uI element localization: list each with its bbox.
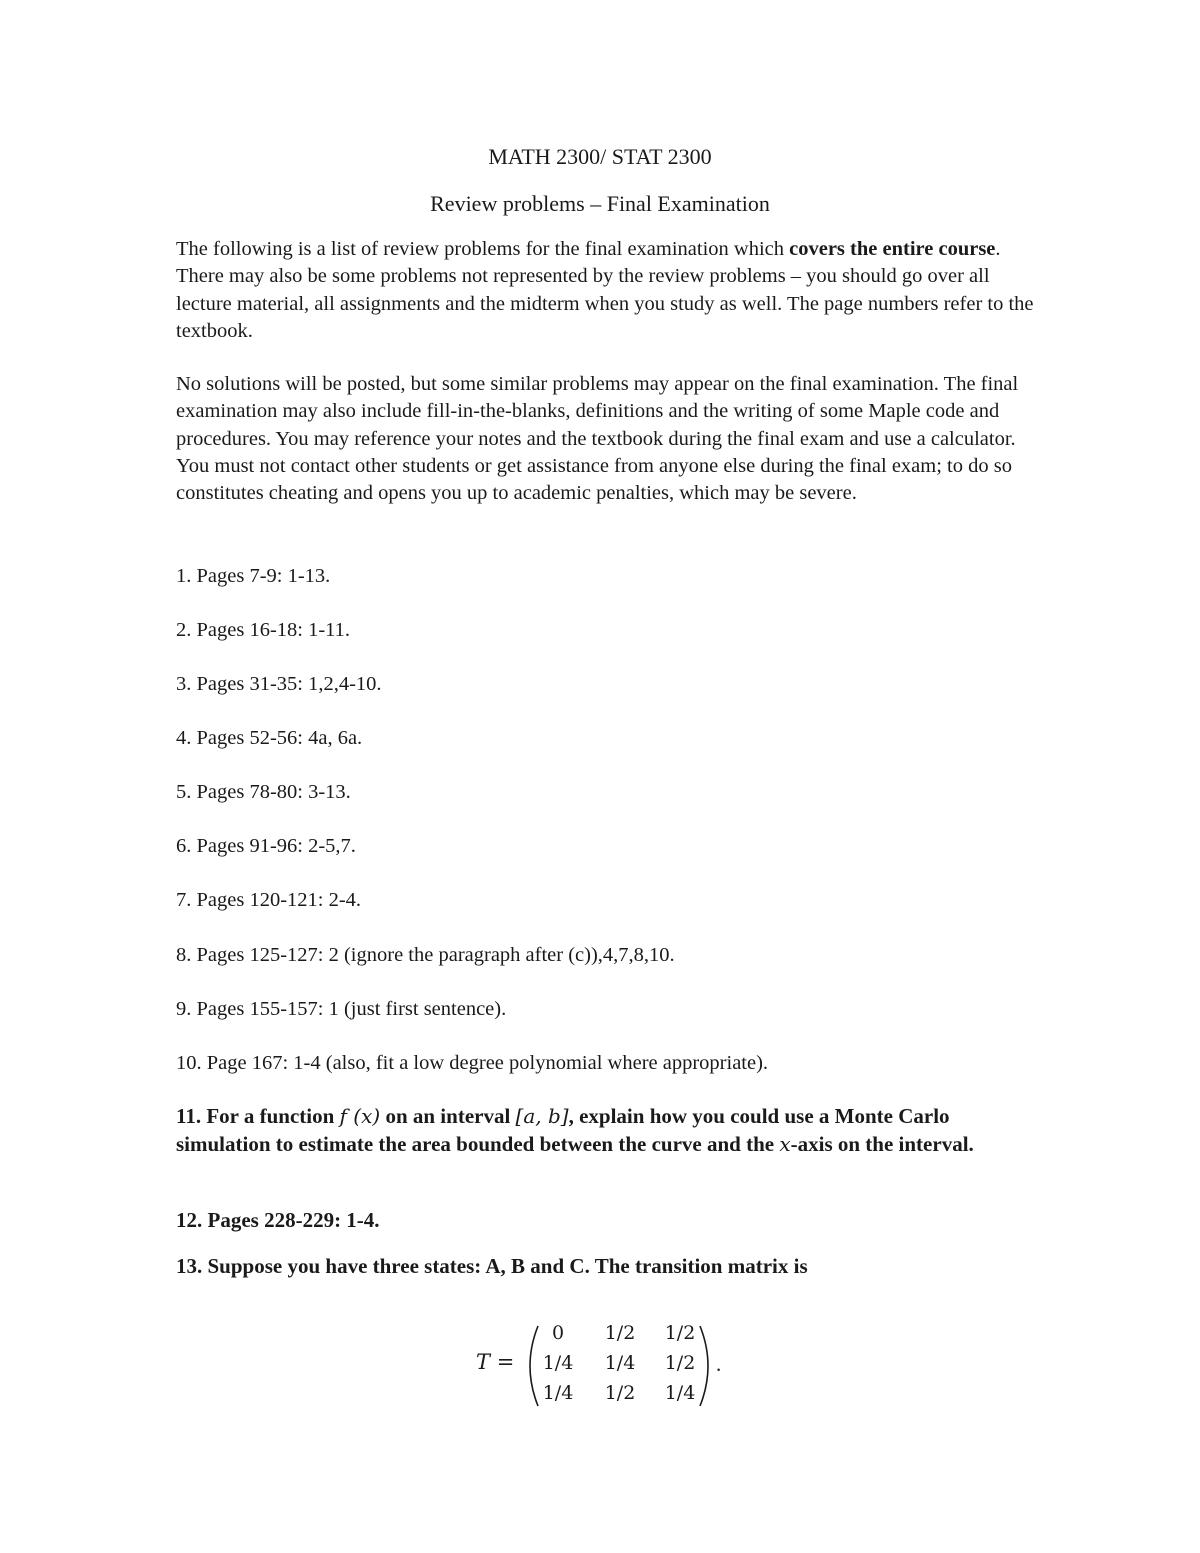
page-title: MATH 2300/ STAT 2300 (488, 144, 712, 169)
p11-text-4: -axis on the interval. (790, 1131, 974, 1156)
problem-item: 9. Pages 155-157: 1 (just first sentence). (176, 998, 507, 1020)
policy-paragraph: No solutions will be posted, but some similar problems may appear on the final examination. The final examination may also include fill-in-the-blanks, definitions and the writing of some Maple code and procedures. You may reference your notes and the textbook during the final exam and use a calculator. You must not contact other students or get assistance from anyone else during the final exam; to do so constitutes cheating and opens you up to academic penalties, which may be severe. (176, 373, 1019, 505)
intro-paragraph (176, 236, 1036, 345)
intro-text-2: . There may also be some problems not represented by the review problems – you should go over all lecture material, all assignments and the midterm when you study as well. The page numbers refer to the textbook. (176, 238, 1034, 342)
problem-item: 6. Pages 91-96: 2-5,7. (176, 835, 356, 857)
problem-item: 4. Pages 52-56: 4a, 6a. (176, 727, 363, 749)
p11-function-math: f (x) (339, 1104, 381, 1128)
matrix-cell: 1/2 (604, 1382, 636, 1404)
matrix-cell: 1/2 (664, 1352, 696, 1374)
matrix-lhs (476, 1350, 514, 1374)
intro-text-1: The following is a list of review problems for the final examination which (176, 238, 790, 260)
problem-item: 10. Page 167: 1-4 (also, fit a low degree polynomial where appropriate). (176, 1052, 769, 1074)
problem-item-11 (176, 1103, 1036, 1158)
problem-item-12: 12. Pages 228-229: 1-4. (176, 1208, 380, 1232)
problem-item-13: 13. Suppose you have three states: A, B and C. The transition matrix is (176, 1254, 808, 1278)
intro-bold-text: covers the entire course (789, 238, 996, 260)
matrix-cell: 1/2 (604, 1322, 636, 1344)
problem-item: 1. Pages 7-9: 1-13. (176, 565, 331, 587)
problem-item: 8. Pages 125-127: 2 (ignore the paragraph after (c)),4,7,8,10. (176, 944, 675, 966)
p11-text-1: 11. For a function (176, 1104, 340, 1128)
problem-item: 5. Pages 78-80: 3-13. (176, 781, 351, 803)
p11-text-2: on an interval (380, 1104, 516, 1128)
matrix-equals: = (490, 1350, 515, 1374)
transition-matrix (476, 1322, 736, 1410)
matrix-cell: 1/4 (664, 1382, 696, 1404)
matrix-cell: 1/4 (542, 1382, 574, 1404)
p11-interval-math: [a, b] (515, 1104, 569, 1128)
page-subtitle: Review problems – Final Examination (430, 191, 770, 216)
matrix-cell: 1/4 (542, 1352, 574, 1374)
problem-item: 3. Pages 31-35: 1,2,4-10. (176, 673, 382, 695)
problem-item: 7. Pages 120-121: 2-4. (176, 889, 362, 911)
matrix-cell: 0 (551, 1322, 565, 1344)
matrix-cell: 1/4 (604, 1352, 636, 1374)
p11-x-math: x (779, 1131, 791, 1156)
matrix-variable: T (476, 1350, 491, 1374)
matrix-period: . (716, 1352, 722, 1376)
matrix-cell: 1/2 (664, 1322, 696, 1344)
problem-item: 2. Pages 16-18: 1-11. (176, 619, 351, 641)
p11-text-3: , explain how you could use a Monte Carlo simulation to estimate the area bounded between the curve and the (176, 1104, 950, 1156)
